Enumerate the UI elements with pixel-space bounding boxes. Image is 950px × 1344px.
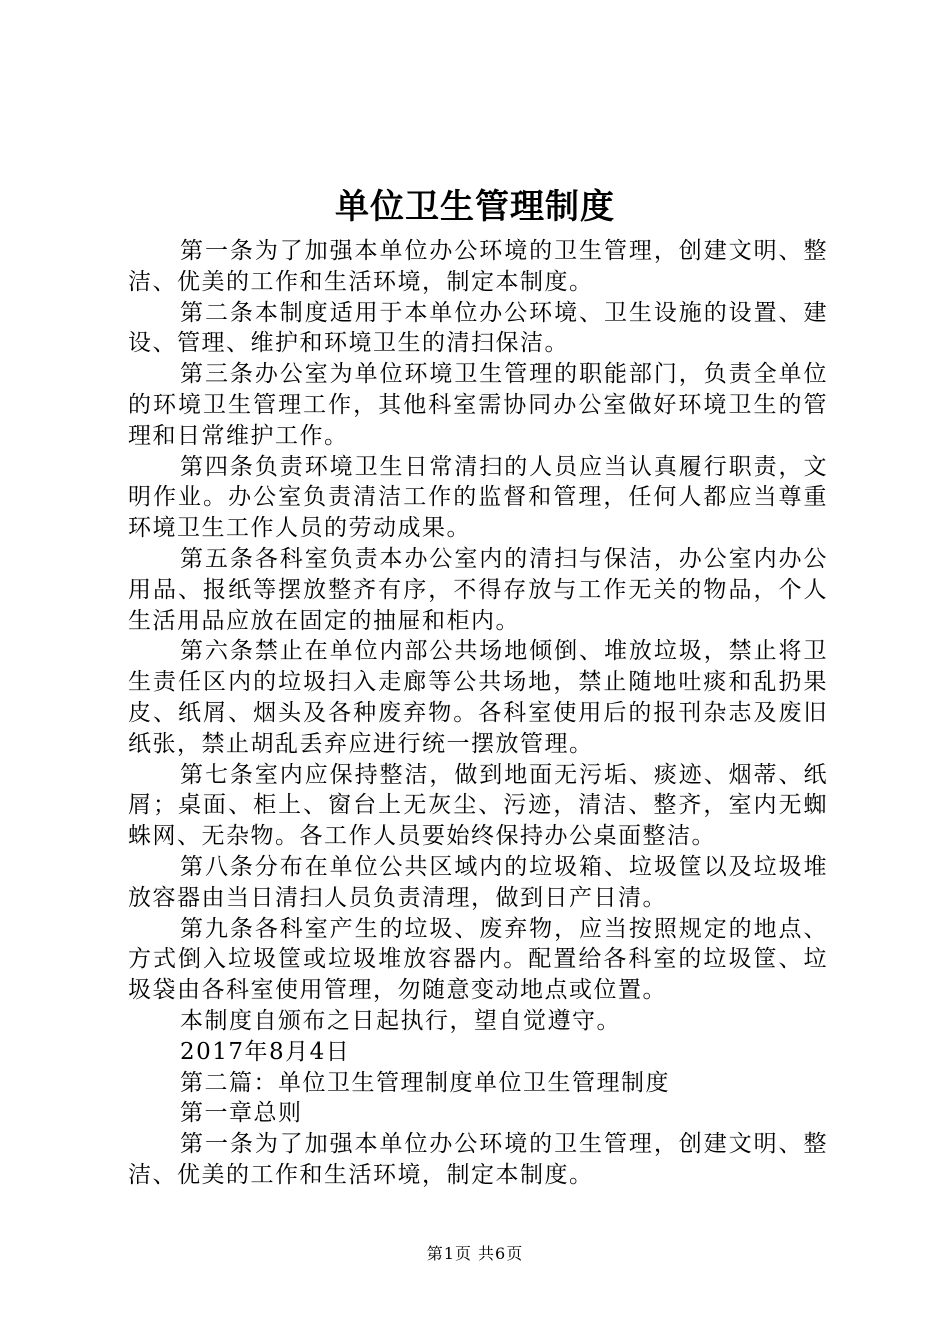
paragraph-article-5: 第五条各科室负责本办公室内的清扫与保洁，办公室内办公用品、报纸等摆放整齐有序，不得存放与工作无关的物品，个人生活用品应放在固定的抽屉和柜内。 [128, 545, 828, 634]
paragraph-article-1: 第一条为了加强本单位办公环境的卫生管理，创建文明、整洁、优美的工作和生活环境，制定本制度。 [128, 238, 828, 295]
paragraph-article-6: 第六条禁止在单位内部公共场地倾倒、堆放垃圾，禁止将卫生责任区内的垃圾扫入走廊等公共场地，禁止随地吐痰和乱扔果皮、纸屑、烟头及各种废弃物。各科室使用后的报刊杂志及废旧纸张，禁止胡乱丢弃应进行统一摆放管理。 [128, 638, 828, 757]
paragraph-date: 2017年8月4日 [180, 1038, 351, 1065]
paragraph-article-9: 第九条各科室产生的垃圾、废弃物，应当按照规定的地点、方式倒入垃圾筐或垃圾堆放容器内。配置给各科室的垃圾筐、垃圾袋由各科室使用管理，勿随意变动地点或位置。 [128, 915, 828, 1004]
paragraph-article-8: 第八条分布在单位公共区域内的垃圾箱、垃圾筐以及垃圾堆放容器由当日清扫人员负责清理，做到日产日清。 [128, 853, 828, 911]
paragraph-article-4: 第四条负责环境卫生日常清扫的人员应当认真履行职责，文明作业。办公室负责清洁工作的监督和管理，任何人都应当尊重环境卫生工作人员的劳动成果。 [128, 453, 828, 542]
paragraph-effective-notice: 本制度自颁布之日起执行，望自觉遵守。 [180, 1007, 621, 1034]
document-title: 单位卫生管理制度 [335, 187, 615, 227]
paragraph-article-3: 第三条办公室为单位环境卫生管理的职能部门，负责全单位的环境卫生管理工作，其他科室需协同办公室做好环境卫生的管理和日常维护工作。 [128, 361, 828, 449]
document-body [128, 236, 828, 1191]
page-footer: 第1页 共6页 [426, 1244, 524, 1263]
paragraph-part-two-article-1: 第一条为了加强本单位办公环境的卫生管理，创建文明、整洁、优美的工作和生活环境，制定本制度。 [128, 1131, 828, 1188]
paragraph-part-two-heading: 第二篇：单位卫生管理制度单位卫生管理制度 [180, 1069, 670, 1096]
paragraph-article-2: 第二条本制度适用于本单位办公环境、卫生设施的设置、建设、管理、维护和环境卫生的清扫保洁。 [128, 299, 828, 357]
paragraph-chapter-one-heading: 第一章总则 [180, 1100, 303, 1127]
paragraph-article-7: 第七条室内应保持整洁，做到地面无污垢、痰迹、烟蒂、纸屑；桌面、柜上、窗台上无灰尘、污迹，清洁、整齐，室内无蜘蛛网、无杂物。各工作人员要始终保持办公桌面整洁。 [128, 761, 828, 850]
